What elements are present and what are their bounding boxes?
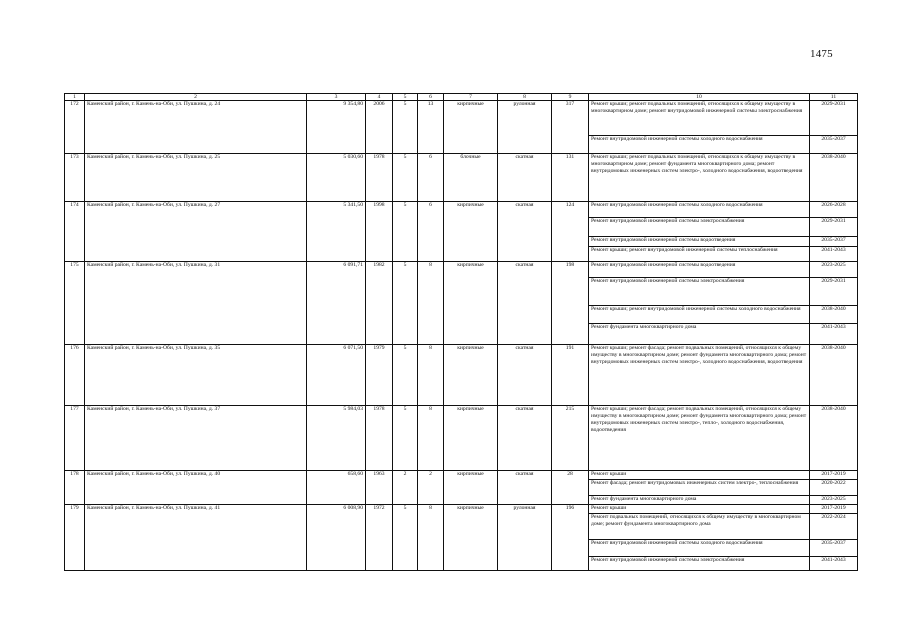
table-row [65,262,858,278]
header-cell: 5 [393,94,418,101]
work-description-cell: Ремонт крыши; ремонт внутридомовой инженерной системы теплоснабжения [589,247,810,262]
roof-cell: скатная [498,262,552,345]
term-cell: 2023-2025 [810,496,858,505]
table-row [65,154,858,202]
entrances-cell: 8 [418,262,444,345]
work-description-cell: Ремонт крыши; ремонт подвальных помещений, относящихся к общему имуществу в многоквартирном доме; ремонт внутридомовой инженерной системы электроснабжения [589,101,810,136]
walls-cell: кирпичные [444,202,498,262]
apartments-cell: 198 [552,262,589,345]
address-cell: Каменский район, г. Камень-на-Оби, ул. Пушкина, д. 41 [85,505,307,571]
header-cell: 6 [418,94,444,101]
apartments-cell: 131 [552,154,589,202]
work-description-cell: Ремонт внутридомовой инженерной системы электроснабжения [589,557,810,571]
address-cell: Каменский район, г. Камень-на-Оби, ул. Пушкина, д. 31 [85,262,307,345]
work-description-cell: Ремонт фасада; ремонт внутридомовых инженерных систем электро-, теплоснабжения [589,480,810,496]
area-cell: 658,60 [307,471,366,505]
roof-cell: скатная [498,471,552,505]
header-cell: 9 [552,94,589,101]
year-cell: 1998 [366,202,393,262]
term-cell: 2041-2043 [810,557,858,571]
address-cell: Каменский район, г. Камень-на-Оби, ул. Пушкина, д. 25 [85,154,307,202]
term-cell: 2035-2037 [810,136,858,154]
table-row [65,471,858,480]
term-cell: 2026-2028 [810,202,858,218]
term-cell: 2041-2043 [810,247,858,262]
term-cell: 2035-2037 [810,237,858,247]
entrances-cell: 2 [418,471,444,505]
year-cell: 1972 [366,505,393,571]
floors-cell: 5 [393,202,418,262]
header-cell: 4 [366,94,393,101]
area-cell: 5 341,50 [307,202,366,262]
floors-cell: 5 [393,505,418,571]
roof-cell: рулонная [498,101,552,154]
address-cell: Каменский район, г. Камень-на-Оби, ул. Пушкина, д. 24 [85,101,307,154]
floors-cell: 2 [393,471,418,505]
work-description-cell: Ремонт крыши [589,471,810,480]
entrances-cell: 8 [418,345,444,406]
work-description-cell: Ремонт крыши; ремонт фасада; ремонт подвальных помещений, относящихся к общему имуществу в многоквартирном доме; ремонт фундамента многоквартирного дома; ремонт внутридомовых инженерных систем электро-, холодного водоснабжения, водоотведения [589,345,810,406]
header-cell: 1 [65,94,85,101]
term-cell: 2029-2031 [810,101,858,136]
table-row [65,101,858,136]
work-description-cell: Ремонт внутридомовой инженерной системы водоотведения [589,262,810,278]
work-description-cell: Ремонт подвальных помещений, относящихся к общему имуществу в многоквартирном доме; ремонт фундамента многоквартирного дома [589,514,810,540]
address-cell: Каменский район, г. Камень-на-Оби, ул. Пушкина, д. 35 [85,345,307,406]
area-cell: 5 030,60 [307,154,366,202]
record-number: 174 [65,202,85,262]
column-number-row [65,94,858,101]
term-cell: 2038-2040 [810,345,858,406]
address-cell: Каменский район, г. Камень-на-Оби, ул. Пушкина, д. 37 [85,406,307,471]
apartments-cell: 124 [552,202,589,262]
walls-cell: блочные [444,154,498,202]
area-cell: 6 091,71 [307,262,366,345]
floors-cell: 5 [393,406,418,471]
entrances-cell: 8 [418,505,444,571]
record-number: 172 [65,101,85,154]
record-number: 179 [65,505,85,571]
entrances-cell: 8 [418,406,444,471]
apartments-cell: 317 [552,101,589,154]
entrances-cell: 13 [418,101,444,154]
work-description-cell: Ремонт крыши [589,505,810,514]
table-row [65,345,858,406]
table-row [65,406,858,471]
roof-cell: скатная [498,202,552,262]
term-cell: 2038-2040 [810,154,858,202]
walls-cell: кирпичные [444,101,498,154]
apartments-cell: 196 [552,505,589,571]
header-cell: 11 [810,94,858,101]
area-cell: 9 354,80 [307,101,366,154]
walls-cell: кирпичные [444,262,498,345]
year-cell: 1979 [366,345,393,406]
work-description-cell: Ремонт фундамента многоквартирного дома [589,324,810,345]
term-cell: 2017-2019 [810,505,858,514]
apartments-cell: 28 [552,471,589,505]
term-cell: 2038-2040 [810,406,858,471]
term-cell: 2023-2025 [810,262,858,278]
floors-cell: 5 [393,262,418,345]
work-description-cell: Ремонт крыши; ремонт фасада; ремонт подвальных помещений, относящихся к общему имуществу в многоквартирном доме; ремонт фундамента многоквартирного дома; ремонт внутридомовых инженерных систем электро-, тепло-, холодного водоснабжения, водоотведения [589,406,810,471]
apartments-cell: 191 [552,345,589,406]
term-cell: 2029-2031 [810,278,858,306]
area-cell: 6 008,90 [307,505,366,571]
walls-cell: кирпичные [444,471,498,505]
work-description-cell: Ремонт крыши; ремонт подвальных помещений, относящихся к общему имуществу в многоквартирном доме; ремонт фундамента многоквартирного дома; ремонт внутридомовых инженерных систем электро-, холодного водоснабжения, водоотведения [589,154,810,202]
term-cell: 2020-2022 [810,480,858,496]
area-cell: 6 071,50 [307,345,366,406]
floors-cell: 5 [393,345,418,406]
work-description-cell: Ремонт внутридомовой инженерной системы водоотведения [589,237,810,247]
header-cell: 3 [307,94,366,101]
table-body [65,94,858,571]
year-cell: 1978 [366,154,393,202]
term-cell: 2022-2024 [810,514,858,540]
term-cell: 2041-2043 [810,324,858,345]
record-number: 177 [65,406,85,471]
year-cell: 1963 [366,471,393,505]
address-cell: Каменский район, г. Камень-на-Оби, ул. Пушкина, д. 40 [85,471,307,505]
work-description-cell: Ремонт крыши; ремонт внутридомовой инженерной системы холодного водоснабжения [589,306,810,324]
entrances-cell: 6 [418,154,444,202]
address-cell: Каменский район, г. Камень-на-Оби, ул. Пушкина, д. 27 [85,202,307,262]
header-cell: 2 [85,94,307,101]
year-cell: 1978 [366,406,393,471]
apartments-cell: 215 [552,406,589,471]
year-cell: 2006 [366,101,393,154]
work-description-cell: Ремонт внутридомовой инженерной системы электроснабжения [589,218,810,237]
walls-cell: кирпичные [444,345,498,406]
area-cell: 5 984,03 [307,406,366,471]
roof-cell: скатная [498,154,552,202]
table-row [65,505,858,514]
year-cell: 1982 [366,262,393,345]
work-description-cell: Ремонт внутридомовой инженерной системы холодного водоснабжения [589,136,810,154]
header-cell: 7 [444,94,498,101]
term-cell: 2017-2019 [810,471,858,480]
entrances-cell: 6 [418,202,444,262]
capital-repair-table [64,93,858,571]
walls-cell: кирпичные [444,505,498,571]
record-number: 175 [65,262,85,345]
roof-cell: рулонная [498,505,552,571]
term-cell: 2038-2040 [810,306,858,324]
page-number: 1475 [810,48,833,60]
floors-cell: 5 [393,101,418,154]
work-description-cell: Ремонт внутридомовой инженерной системы электроснабжения [589,278,810,306]
term-cell: 2029-2031 [810,218,858,237]
work-description-cell: Ремонт внутридомовой инженерной системы холодного водоснабжения [589,540,810,557]
work-description-cell: Ремонт внутридомовой инженерной системы холодного водоснабжения [589,202,810,218]
table-row [65,202,858,218]
roof-cell: скатная [498,406,552,471]
header-cell: 8 [498,94,552,101]
record-number: 173 [65,154,85,202]
term-cell: 2035-2037 [810,540,858,557]
header-cell: 10 [589,94,810,101]
record-number: 176 [65,345,85,406]
work-description-cell: Ремонт фундамента многоквартирного дома [589,496,810,505]
walls-cell: кирпичные [444,406,498,471]
record-number: 178 [65,471,85,505]
roof-cell: скатная [498,345,552,406]
floors-cell: 5 [393,154,418,202]
